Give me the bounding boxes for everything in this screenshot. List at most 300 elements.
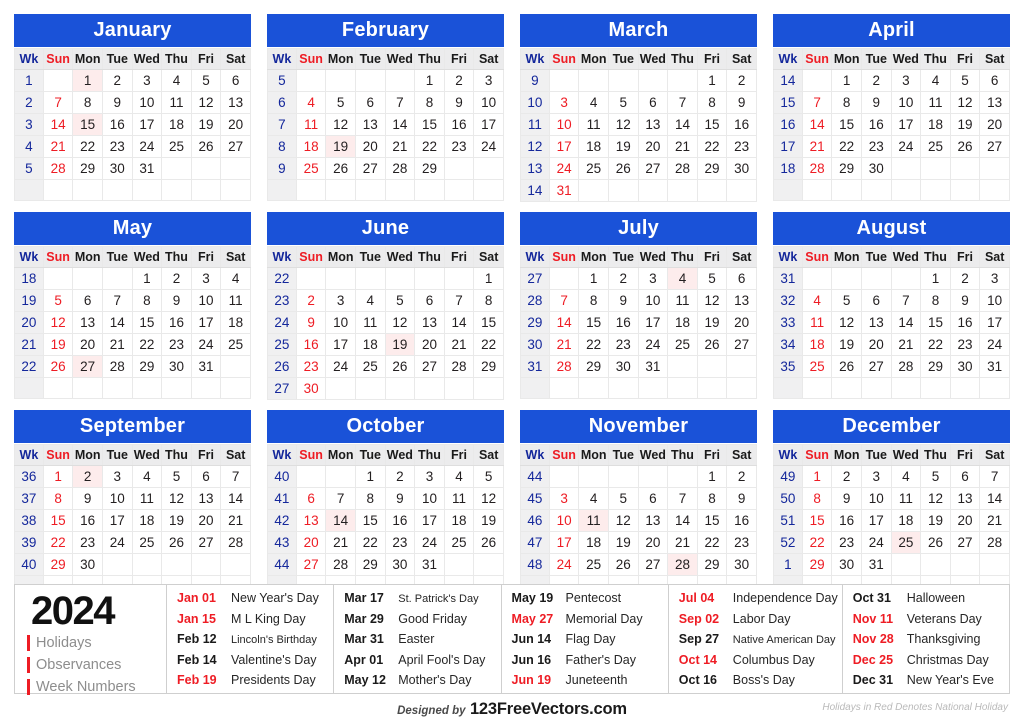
day-cell[interactable]: 28	[668, 158, 698, 180]
day-cell[interactable]: 22	[921, 334, 951, 356]
day-cell[interactable]: 7	[444, 290, 474, 312]
day-cell[interactable]: 20	[950, 510, 980, 532]
day-cell[interactable]: 22	[355, 532, 385, 554]
day-cell[interactable]: 19	[608, 532, 638, 554]
day-cell[interactable]: 12	[608, 510, 638, 532]
day-cell[interactable]: 20	[73, 334, 103, 356]
day-cell[interactable]: 2	[296, 290, 326, 312]
day-cell[interactable]: 24	[891, 136, 921, 158]
day-cell[interactable]: 15	[355, 510, 385, 532]
day-cell[interactable]: 25	[668, 334, 698, 356]
day-cell[interactable]: 12	[191, 92, 221, 114]
day-cell[interactable]: 13	[73, 312, 103, 334]
day-cell[interactable]: 22	[697, 136, 727, 158]
day-cell[interactable]: 3	[474, 70, 504, 92]
day-cell[interactable]: 6	[638, 92, 668, 114]
day-cell[interactable]: 8	[355, 488, 385, 510]
day-cell[interactable]: 31	[980, 356, 1010, 378]
day-cell[interactable]: 8	[415, 92, 445, 114]
day-cell[interactable]: 9	[832, 488, 862, 510]
day-cell[interactable]: 14	[802, 114, 832, 136]
day-cell[interactable]: 11	[132, 488, 162, 510]
day-cell[interactable]: 22	[132, 334, 162, 356]
day-cell[interactable]: 4	[579, 488, 609, 510]
day-cell[interactable]: 9	[444, 92, 474, 114]
day-cell[interactable]: 6	[980, 70, 1010, 92]
day-cell[interactable]: 29	[43, 554, 73, 576]
day-cell[interactable]: 1	[579, 268, 609, 290]
day-cell[interactable]: 4	[296, 92, 326, 114]
day-cell[interactable]: 26	[43, 356, 73, 378]
day-cell[interactable]: 13	[980, 92, 1010, 114]
day-cell[interactable]: 27	[638, 158, 668, 180]
day-cell[interactable]: 26	[832, 356, 862, 378]
day-cell[interactable]: 3	[549, 92, 579, 114]
day-cell[interactable]: 9	[73, 488, 103, 510]
day-cell[interactable]: 17	[861, 510, 891, 532]
day-cell[interactable]: 6	[415, 290, 445, 312]
day-cell[interactable]: 1	[415, 70, 445, 92]
day-cell[interactable]: 19	[921, 510, 951, 532]
day-cell[interactable]: 9	[162, 290, 192, 312]
day-cell[interactable]: 27	[221, 136, 251, 158]
day-cell[interactable]: 10	[861, 488, 891, 510]
day-cell[interactable]: 11	[221, 290, 251, 312]
day-cell[interactable]: 1	[474, 268, 504, 290]
day-cell[interactable]: 30	[296, 378, 326, 400]
day-cell[interactable]: 14	[385, 114, 415, 136]
day-cell[interactable]: 17	[326, 334, 356, 356]
day-cell[interactable]: 8	[474, 290, 504, 312]
day-cell[interactable]: 3	[191, 268, 221, 290]
day-cell[interactable]: 24	[861, 532, 891, 554]
day-cell[interactable]: 10	[132, 92, 162, 114]
day-cell[interactable]: 12	[921, 488, 951, 510]
day-cell[interactable]: 2	[727, 466, 757, 488]
day-cell[interactable]: 3	[415, 466, 445, 488]
day-cell[interactable]: 19	[608, 136, 638, 158]
day-cell[interactable]: 3	[891, 70, 921, 92]
day-cell[interactable]: 30	[727, 158, 757, 180]
day-cell[interactable]: 28	[385, 158, 415, 180]
day-cell[interactable]: 7	[102, 290, 132, 312]
day-cell[interactable]: 9	[385, 488, 415, 510]
day-cell[interactable]: 12	[950, 92, 980, 114]
day-cell[interactable]: 21	[802, 136, 832, 158]
day-cell[interactable]: 24	[549, 554, 579, 576]
day-cell[interactable]: 16	[385, 510, 415, 532]
day-cell[interactable]: 12	[326, 114, 356, 136]
day-cell[interactable]: 18	[296, 136, 326, 158]
day-cell[interactable]: 21	[385, 136, 415, 158]
day-cell[interactable]: 8	[697, 488, 727, 510]
day-cell[interactable]: 30	[861, 158, 891, 180]
day-cell[interactable]: 16	[162, 312, 192, 334]
day-cell[interactable]: 7	[221, 466, 251, 488]
day-cell[interactable]: 3	[326, 290, 356, 312]
day-cell[interactable]: 3	[638, 268, 668, 290]
day-cell[interactable]: 23	[608, 334, 638, 356]
day-cell[interactable]: 25	[355, 356, 385, 378]
day-cell[interactable]: 1	[921, 268, 951, 290]
day-cell[interactable]: 20	[221, 114, 251, 136]
day-cell[interactable]: 28	[221, 532, 251, 554]
day-cell[interactable]: 17	[474, 114, 504, 136]
day-cell[interactable]: 16	[861, 114, 891, 136]
day-cell[interactable]: 13	[191, 488, 221, 510]
day-cell[interactable]: 17	[415, 510, 445, 532]
day-cell[interactable]: 24	[326, 356, 356, 378]
day-cell[interactable]: 6	[191, 466, 221, 488]
day-cell[interactable]: 15	[697, 510, 727, 532]
day-cell[interactable]: 6	[638, 488, 668, 510]
day-cell[interactable]: 23	[727, 136, 757, 158]
day-cell[interactable]: 5	[832, 290, 862, 312]
day-cell[interactable]: 31	[638, 356, 668, 378]
day-cell[interactable]: 10	[326, 312, 356, 334]
day-cell[interactable]: 29	[697, 554, 727, 576]
day-cell[interactable]: 23	[861, 136, 891, 158]
day-cell[interactable]: 4	[802, 290, 832, 312]
day-cell[interactable]: 11	[921, 92, 951, 114]
day-cell[interactable]: 20	[638, 532, 668, 554]
day-cell[interactable]: 14	[326, 510, 356, 532]
day-cell[interactable]: 16	[296, 334, 326, 356]
day-cell[interactable]: 15	[697, 114, 727, 136]
day-cell[interactable]: 20	[355, 136, 385, 158]
day-cell[interactable]: 17	[638, 312, 668, 334]
day-cell[interactable]: 27	[861, 356, 891, 378]
day-cell[interactable]: 13	[296, 510, 326, 532]
day-cell[interactable]: 31	[549, 180, 579, 202]
day-cell[interactable]: 19	[474, 510, 504, 532]
day-cell[interactable]: 23	[950, 334, 980, 356]
day-cell[interactable]: 24	[638, 334, 668, 356]
day-cell[interactable]: 29	[921, 356, 951, 378]
day-cell[interactable]: 8	[921, 290, 951, 312]
day-cell[interactable]: 10	[102, 488, 132, 510]
day-cell[interactable]: 13	[415, 312, 445, 334]
day-cell[interactable]: 11	[162, 92, 192, 114]
day-cell[interactable]: 20	[638, 136, 668, 158]
day-cell[interactable]: 27	[73, 356, 103, 378]
day-cell[interactable]: 28	[891, 356, 921, 378]
day-cell[interactable]: 10	[891, 92, 921, 114]
day-cell[interactable]: 7	[668, 92, 698, 114]
day-cell[interactable]: 21	[980, 510, 1010, 532]
day-cell[interactable]: 5	[385, 290, 415, 312]
day-cell[interactable]: 16	[444, 114, 474, 136]
day-cell[interactable]: 14	[102, 312, 132, 334]
day-cell[interactable]: 3	[549, 488, 579, 510]
day-cell[interactable]: 22	[579, 334, 609, 356]
day-cell[interactable]: 25	[891, 532, 921, 554]
day-cell[interactable]: 16	[102, 114, 132, 136]
day-cell[interactable]: 14	[980, 488, 1010, 510]
day-cell[interactable]: 11	[444, 488, 474, 510]
day-cell[interactable]: 31	[415, 554, 445, 576]
day-cell[interactable]: 16	[73, 510, 103, 532]
day-cell[interactable]: 31	[861, 554, 891, 576]
day-cell[interactable]: 16	[727, 114, 757, 136]
day-cell[interactable]: 18	[579, 532, 609, 554]
day-cell[interactable]: 22	[832, 136, 862, 158]
day-cell[interactable]: 29	[832, 158, 862, 180]
day-cell[interactable]: 9	[102, 92, 132, 114]
day-cell[interactable]: 25	[802, 356, 832, 378]
day-cell[interactable]: 29	[474, 356, 504, 378]
day-cell[interactable]: 7	[980, 466, 1010, 488]
day-cell[interactable]: 23	[296, 356, 326, 378]
day-cell[interactable]: 4	[221, 268, 251, 290]
day-cell[interactable]: 26	[697, 334, 727, 356]
day-cell[interactable]: 15	[579, 312, 609, 334]
day-cell[interactable]: 9	[727, 488, 757, 510]
day-cell[interactable]: 12	[608, 114, 638, 136]
day-cell[interactable]: 18	[132, 510, 162, 532]
day-cell[interactable]: 19	[832, 334, 862, 356]
day-cell[interactable]: 4	[668, 268, 698, 290]
day-cell[interactable]: 10	[191, 290, 221, 312]
day-cell[interactable]: 30	[950, 356, 980, 378]
day-cell[interactable]: 1	[802, 466, 832, 488]
day-cell[interactable]: 15	[43, 510, 73, 532]
day-cell[interactable]: 14	[444, 312, 474, 334]
day-cell[interactable]: 18	[802, 334, 832, 356]
day-cell[interactable]: 28	[102, 356, 132, 378]
day-cell[interactable]: 25	[921, 136, 951, 158]
day-cell[interactable]: 23	[385, 532, 415, 554]
day-cell[interactable]: 21	[102, 334, 132, 356]
day-cell[interactable]: 25	[132, 532, 162, 554]
day-cell[interactable]: 19	[43, 334, 73, 356]
day-cell[interactable]: 23	[727, 532, 757, 554]
day-cell[interactable]: 30	[832, 554, 862, 576]
day-cell[interactable]: 21	[668, 136, 698, 158]
day-cell[interactable]: 2	[385, 466, 415, 488]
day-cell[interactable]: 26	[474, 532, 504, 554]
day-cell[interactable]: 22	[73, 136, 103, 158]
day-cell[interactable]: 22	[474, 334, 504, 356]
day-cell[interactable]: 11	[802, 312, 832, 334]
day-cell[interactable]: 4	[444, 466, 474, 488]
day-cell[interactable]: 18	[891, 510, 921, 532]
day-cell[interactable]: 5	[191, 70, 221, 92]
day-cell[interactable]: 11	[579, 114, 609, 136]
day-cell[interactable]: 6	[296, 488, 326, 510]
day-cell[interactable]: 29	[355, 554, 385, 576]
day-cell[interactable]: 14	[891, 312, 921, 334]
day-cell[interactable]: 20	[296, 532, 326, 554]
day-cell[interactable]: 29	[415, 158, 445, 180]
day-cell[interactable]: 25	[296, 158, 326, 180]
day-cell[interactable]: 24	[191, 334, 221, 356]
day-cell[interactable]: 2	[444, 70, 474, 92]
day-cell[interactable]: 20	[727, 312, 757, 334]
day-cell[interactable]: 21	[326, 532, 356, 554]
day-cell[interactable]: 2	[950, 268, 980, 290]
day-cell[interactable]: 31	[191, 356, 221, 378]
day-cell[interactable]: 7	[668, 488, 698, 510]
day-cell[interactable]: 22	[697, 532, 727, 554]
day-cell[interactable]: 15	[832, 114, 862, 136]
day-cell[interactable]: 9	[296, 312, 326, 334]
day-cell[interactable]: 16	[832, 510, 862, 532]
day-cell[interactable]: 2	[102, 70, 132, 92]
day-cell[interactable]: 8	[73, 92, 103, 114]
day-cell[interactable]: 21	[549, 334, 579, 356]
day-cell[interactable]: 17	[549, 532, 579, 554]
day-cell[interactable]: 27	[950, 532, 980, 554]
day-cell[interactable]: 7	[385, 92, 415, 114]
day-cell[interactable]: 27	[980, 136, 1010, 158]
day-cell[interactable]: 18	[162, 114, 192, 136]
day-cell[interactable]: 5	[697, 268, 727, 290]
day-cell[interactable]: 14	[668, 114, 698, 136]
day-cell[interactable]: 24	[980, 334, 1010, 356]
day-cell[interactable]: 27	[638, 554, 668, 576]
day-cell[interactable]: 28	[43, 158, 73, 180]
day-cell[interactable]: 10	[980, 290, 1010, 312]
day-cell[interactable]: 19	[385, 334, 415, 356]
day-cell[interactable]: 26	[921, 532, 951, 554]
day-cell[interactable]: 8	[579, 290, 609, 312]
day-cell[interactable]: 13	[355, 114, 385, 136]
day-cell[interactable]: 12	[474, 488, 504, 510]
day-cell[interactable]: 24	[102, 532, 132, 554]
day-cell[interactable]: 25	[162, 136, 192, 158]
day-cell[interactable]: 29	[132, 356, 162, 378]
day-cell[interactable]: 8	[802, 488, 832, 510]
day-cell[interactable]: 28	[668, 554, 698, 576]
day-cell[interactable]: 8	[43, 488, 73, 510]
day-cell[interactable]: 16	[608, 312, 638, 334]
day-cell[interactable]: 9	[608, 290, 638, 312]
day-cell[interactable]: 13	[950, 488, 980, 510]
day-cell[interactable]: 29	[802, 554, 832, 576]
day-cell[interactable]: 9	[727, 92, 757, 114]
day-cell[interactable]: 10	[549, 510, 579, 532]
day-cell[interactable]: 9	[950, 290, 980, 312]
day-cell[interactable]: 13	[638, 114, 668, 136]
day-cell[interactable]: 28	[802, 158, 832, 180]
day-cell[interactable]: 5	[162, 466, 192, 488]
day-cell[interactable]: 28	[444, 356, 474, 378]
day-cell[interactable]: 18	[921, 114, 951, 136]
day-cell[interactable]: 5	[608, 488, 638, 510]
day-cell[interactable]: 5	[950, 70, 980, 92]
day-cell[interactable]: 10	[415, 488, 445, 510]
day-cell[interactable]: 21	[221, 510, 251, 532]
day-cell[interactable]: 29	[73, 158, 103, 180]
day-cell[interactable]: 7	[43, 92, 73, 114]
day-cell[interactable]: 28	[549, 356, 579, 378]
day-cell[interactable]: 30	[608, 356, 638, 378]
day-cell[interactable]: 2	[861, 70, 891, 92]
day-cell[interactable]: 26	[608, 158, 638, 180]
day-cell[interactable]: 25	[444, 532, 474, 554]
day-cell[interactable]: 15	[474, 312, 504, 334]
day-cell[interactable]: 23	[832, 532, 862, 554]
day-cell[interactable]: 23	[102, 136, 132, 158]
day-cell[interactable]: 22	[802, 532, 832, 554]
day-cell[interactable]: 20	[191, 510, 221, 532]
day-cell[interactable]: 12	[385, 312, 415, 334]
day-cell[interactable]: 27	[355, 158, 385, 180]
day-cell[interactable]: 15	[132, 312, 162, 334]
day-cell[interactable]: 30	[727, 554, 757, 576]
day-cell[interactable]: 13	[221, 92, 251, 114]
day-cell[interactable]: 29	[697, 158, 727, 180]
day-cell[interactable]: 20	[861, 334, 891, 356]
day-cell[interactable]: 3	[132, 70, 162, 92]
day-cell[interactable]: 5	[921, 466, 951, 488]
day-cell[interactable]: 23	[162, 334, 192, 356]
day-cell[interactable]: 11	[891, 488, 921, 510]
day-cell[interactable]: 13	[861, 312, 891, 334]
day-cell[interactable]: 20	[980, 114, 1010, 136]
day-cell[interactable]: 31	[132, 158, 162, 180]
day-cell[interactable]: 8	[832, 92, 862, 114]
day-cell[interactable]: 26	[385, 356, 415, 378]
day-cell[interactable]: 27	[727, 334, 757, 356]
day-cell[interactable]: 30	[73, 554, 103, 576]
day-cell[interactable]: 17	[891, 114, 921, 136]
day-cell[interactable]: 8	[132, 290, 162, 312]
day-cell[interactable]: 1	[73, 70, 103, 92]
day-cell[interactable]: 7	[326, 488, 356, 510]
day-cell[interactable]: 14	[43, 114, 73, 136]
day-cell[interactable]: 14	[549, 312, 579, 334]
day-cell[interactable]: 24	[474, 136, 504, 158]
day-cell[interactable]: 4	[132, 466, 162, 488]
day-cell[interactable]: 7	[802, 92, 832, 114]
day-cell[interactable]: 10	[474, 92, 504, 114]
day-cell[interactable]: 12	[832, 312, 862, 334]
day-cell[interactable]: 1	[697, 466, 727, 488]
day-cell[interactable]: 23	[444, 136, 474, 158]
day-cell[interactable]: 24	[132, 136, 162, 158]
day-cell[interactable]: 2	[162, 268, 192, 290]
day-cell[interactable]: 14	[668, 510, 698, 532]
day-cell[interactable]: 4	[355, 290, 385, 312]
day-cell[interactable]: 12	[162, 488, 192, 510]
day-cell[interactable]: 10	[549, 114, 579, 136]
day-cell[interactable]: 5	[326, 92, 356, 114]
day-cell[interactable]: 24	[415, 532, 445, 554]
day-cell[interactable]: 21	[444, 334, 474, 356]
day-cell[interactable]: 2	[608, 268, 638, 290]
day-cell[interactable]: 26	[608, 554, 638, 576]
day-cell[interactable]: 27	[296, 554, 326, 576]
day-cell[interactable]: 16	[727, 510, 757, 532]
day-cell[interactable]: 21	[43, 136, 73, 158]
day-cell[interactable]: 5	[608, 92, 638, 114]
day-cell[interactable]: 11	[579, 510, 609, 532]
day-cell[interactable]: 5	[474, 466, 504, 488]
day-cell[interactable]: 11	[668, 290, 698, 312]
day-cell[interactable]: 25	[579, 554, 609, 576]
day-cell[interactable]: 2	[832, 466, 862, 488]
day-cell[interactable]: 18	[668, 312, 698, 334]
day-cell[interactable]: 18	[221, 312, 251, 334]
day-cell[interactable]: 18	[355, 334, 385, 356]
day-cell[interactable]: 19	[950, 114, 980, 136]
day-cell[interactable]: 12	[43, 312, 73, 334]
day-cell[interactable]: 6	[73, 290, 103, 312]
day-cell[interactable]: 29	[579, 356, 609, 378]
day-cell[interactable]: 25	[221, 334, 251, 356]
